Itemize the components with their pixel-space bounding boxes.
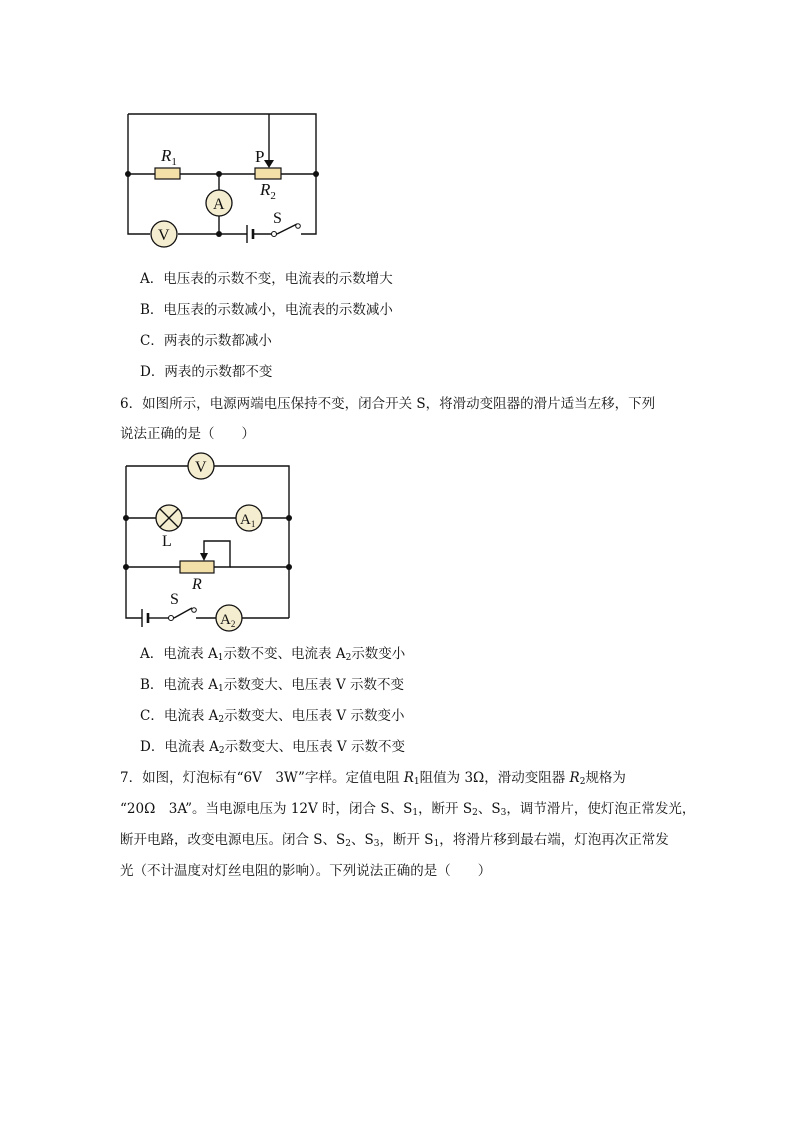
lamp-icon bbox=[156, 505, 182, 531]
q6-circuit-diagram bbox=[118, 452, 303, 637]
q5-option-a: A．电压表的示数不变，电流表的示数增大 bbox=[140, 271, 393, 287]
q5-option-b: B．电压表的示数减小，电流表的示数减小 bbox=[140, 302, 393, 318]
switch-label: S bbox=[170, 591, 179, 608]
lamp-label: L bbox=[162, 533, 172, 550]
q6-stem-line2: 说法正确的是（ ） bbox=[120, 426, 255, 442]
rheostat-resistor bbox=[180, 561, 214, 573]
switch-icon bbox=[272, 232, 277, 237]
q6-option-b: B．电流表 $A_1$示数变大、电压表 V 示数不变 bbox=[140, 677, 405, 694]
q6-stem-line1: 6．如图所示，电源两端电压保持不变，闭合开关 S，将滑动变阻器的滑片适当左移，下列 bbox=[120, 396, 656, 412]
q7-stem-line3: 断开电路，改变电源电压。闭合 S、$S_2$、$S_3$，断开 $S_1$，将滑片移到最右端，灯泡再次正常发 bbox=[120, 832, 669, 849]
ammeter-label: A bbox=[213, 196, 225, 213]
ammeter-a2-label: $A_2$ bbox=[220, 612, 236, 629]
q7-stem-line2: “20Ω 3A”。当电源电压为 12V 时，闭合 S、$S_1$，断开 $S_2$、$S_3$，调节滑片，使灯泡正常发光， bbox=[120, 801, 696, 818]
r2-label: $R_2$ bbox=[260, 180, 276, 202]
p-label: P bbox=[255, 147, 265, 166]
s-label: S bbox=[273, 210, 282, 227]
q6-option-d: D．电流表 $A_2$示数变大、电压表 V 示数不变 bbox=[140, 739, 405, 756]
q5-option-c: C．两表的示数都减小 bbox=[140, 333, 272, 349]
q5-option-d: D．两表的示数都不变 bbox=[140, 364, 273, 380]
q7-stem-line1: 7．如图，灯泡标有“6V 3W”字样。定值电阻 $R_1$阻值为 3Ω，滑动变阻器 $R_2$规格为 bbox=[120, 770, 626, 787]
battery-icon bbox=[247, 225, 253, 243]
r1-resistor bbox=[155, 168, 180, 179]
q6-option-a: A．电流表 $A_1$示数不变、电流表 $A_2$示数变小 bbox=[140, 646, 406, 663]
switch-icon bbox=[169, 616, 174, 621]
q5-circuit-diagram bbox=[115, 100, 335, 250]
rheostat-label: R bbox=[192, 576, 202, 593]
voltmeter-label: V bbox=[195, 459, 207, 476]
ammeter-a1-label: $A_1$ bbox=[240, 512, 256, 529]
q6-option-c: C．电流表 $A_2$示数变大、电压表 V 示数变小 bbox=[140, 708, 405, 725]
voltmeter-label: V bbox=[158, 227, 170, 244]
r2-resistor bbox=[255, 168, 281, 179]
r1-label: $R_1$ bbox=[161, 146, 177, 168]
battery-icon bbox=[142, 609, 154, 627]
q7-stem-line4: 光（不计温度对灯丝电阻的影响）。下列说法正确的是（ ） bbox=[120, 863, 492, 879]
